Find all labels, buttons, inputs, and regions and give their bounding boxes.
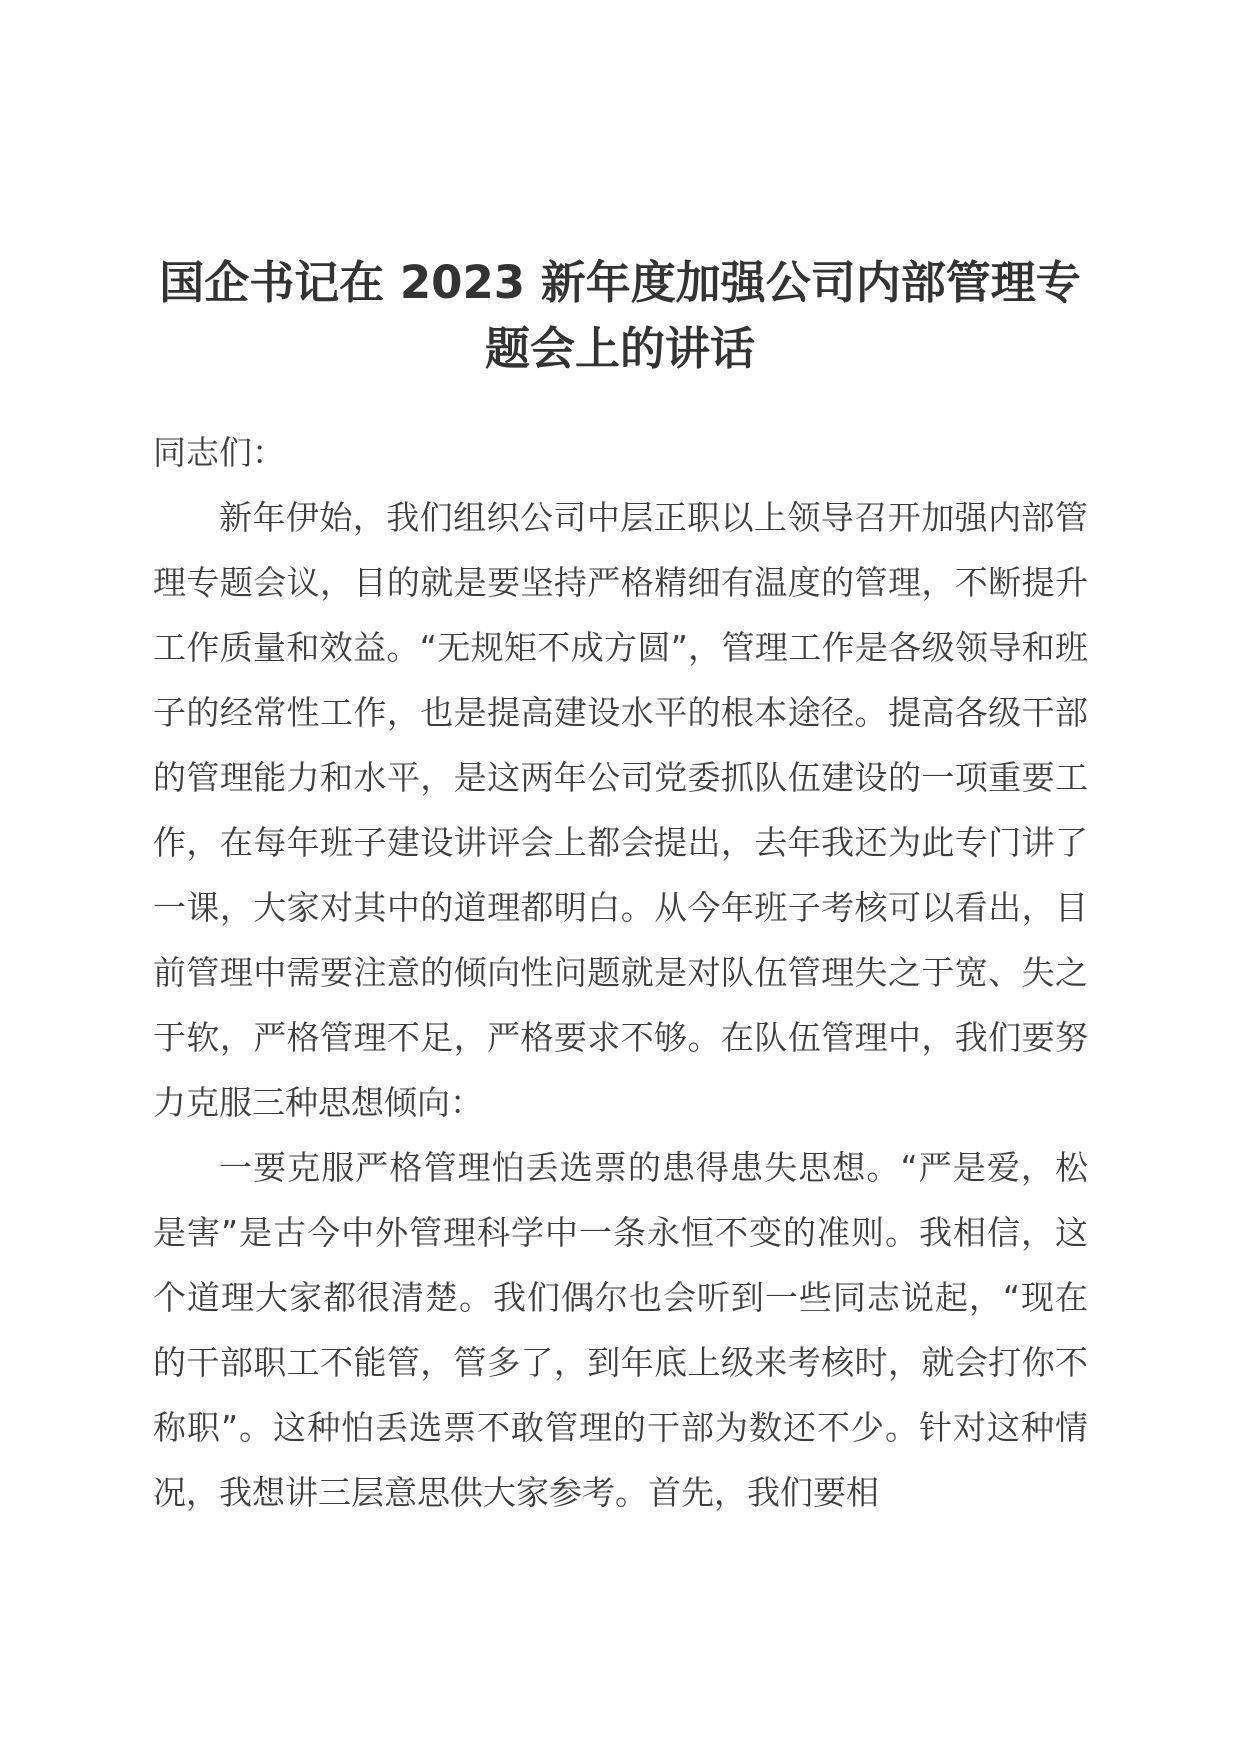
- paragraph-2: 一要克服严格管理怕丢选票的患得患失思想。“严是爱，松是害”是古今中外管理科学中一条永恒不变的准则。我相信，这个道理大家都很清楚。我们偶尔也会听到一些同志说起，“现在的干部职工不能管，管多了，到年底上级来考核时，就会打你不称职”。这种怕丢选票不敢管理的干部为数还不少。针对这种情况，我想讲三层意思供大家参考。首先，我们要相: [153, 1148, 1088, 1512]
- paragraph-1: 新年伊始，我们组织公司中层正职以上领导召开加强内部管理专题会议，目的就是要坚持严格精细有温度的管理，不断提升工作质量和效益。“无规矩不成方圆”，管理工作是各级领导和班子的经常性工作，也是提高建设水平的根本途径。提高各级干部的管理能力和水平，是这两年公司党委抓队伍建设的一项重要工作，在每年班子建设讲评会上都会提出，去年我还为此专门讲了一课，大家对其中的道理都明白。从今年班子考核可以看出，目前管理中需要注意的倾向性问题就是对队伍管理失之于宽、失之于软，严格管理不足，严格要求不够。在队伍管理中，我们要努力克服三种思想倾向：: [153, 498, 1088, 1122]
- document-body: [153, 420, 1088, 1525]
- salutation: 同志们：: [153, 433, 285, 472]
- document-title: 国企书记在 2023 新年度加强公司内部管理专题会上的讲话: [159, 256, 1081, 375]
